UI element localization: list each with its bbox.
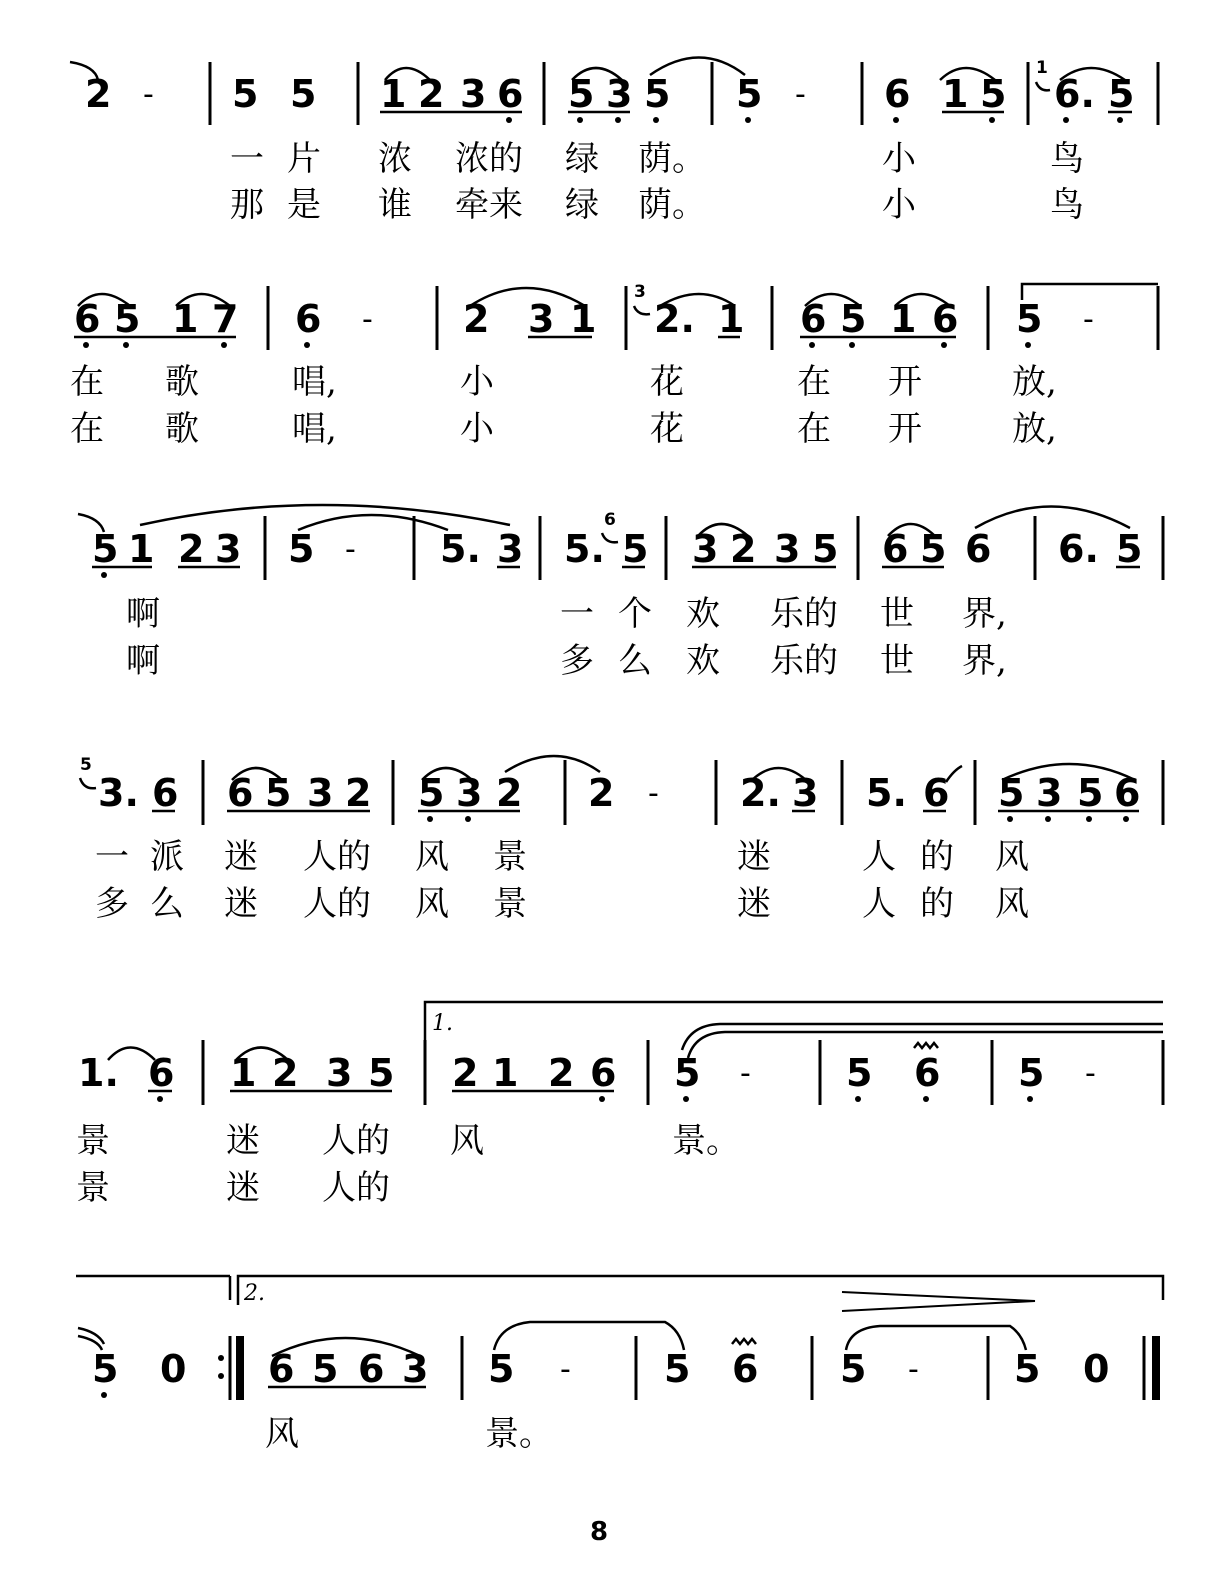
low-dot [465,816,471,822]
lyric: 啊 [126,594,160,634]
lyric: 谁 [378,185,412,225]
lyric: 开 [888,362,922,402]
lyric: 人的 [322,1121,390,1161]
lyric: 在 [797,362,831,402]
lyric: 迷 [737,837,771,877]
lyric: 迷 [226,1168,260,1208]
lyric: 风 [995,884,1029,924]
note: 6 [268,1347,295,1391]
lyrics-verse-1 [265,1414,553,1454]
low-dot [506,117,512,123]
lyric: 多 [560,641,594,681]
low-dot [941,342,947,348]
lyrics-verse-2 [76,1168,390,1208]
lyric: 荫。 [638,139,706,179]
lyrics-verse-2 [70,409,1057,449]
lyric: 荫。 [638,185,706,225]
low-dot [599,1096,605,1102]
note: 5 [674,1051,701,1095]
lyric: 唱, [292,362,337,402]
grace-note: 6 [604,510,616,530]
trill-icon [914,1043,938,1048]
low-dot [989,117,995,123]
lyric: 浓 [378,139,412,179]
note: 6 [914,1051,941,1095]
lyric: 片 [287,139,321,179]
lyric: 个 [618,594,652,634]
note: 3 [792,771,819,815]
note: 2 [588,771,615,815]
dash: - [143,77,154,112]
note: 2 [272,1051,299,1095]
grace-note: 3 [634,282,646,302]
note: 1 [890,297,917,341]
volta-label: 1. [432,1011,453,1036]
note: 6 [965,527,992,571]
row-6 [76,1276,1163,1454]
note: 5 [288,527,315,571]
note: 3 [692,527,719,571]
lyric: 多 [95,884,129,924]
lyric: 么 [150,884,184,924]
note: 1 [128,527,155,571]
row-2 [70,282,1158,449]
note: 5. [866,771,907,815]
note: 2 [463,297,490,341]
lyric: 小 [460,362,494,402]
page-number: 8 [590,1517,609,1547]
lyric: 浓的 [455,139,523,179]
low-dot [615,117,621,123]
lyric: 风 [415,837,449,877]
note: 6 [295,297,322,341]
decrescendo-hairpin [842,1292,1035,1311]
low-dot [1025,342,1031,348]
low-dot [1123,816,1129,822]
lyric: 景。 [672,1121,740,1161]
low-dot [653,117,659,123]
note: 0 [160,1347,187,1391]
low-dot [221,342,227,348]
note: 2 [452,1051,479,1095]
lyric: 欢 [686,594,720,634]
lyric: 景 [493,884,527,924]
lyric: 景 [493,837,527,877]
note: 1. [78,1051,119,1095]
note: 6 [148,1051,175,1095]
dash: - [362,302,373,337]
lyric: 开 [888,409,922,449]
lyrics-verse-2 [95,884,1029,924]
lyric: 花 [650,362,684,402]
note: 3 [215,527,242,571]
dash: - [1083,302,1094,337]
note: 5 [622,527,649,571]
note: 3 [402,1347,429,1391]
low-dot [849,342,855,348]
lyric: 世 [880,594,914,634]
note: 5 [265,771,292,815]
note: 5 [920,527,947,571]
dash: - [795,77,806,112]
grace-note: 1 [1036,58,1048,78]
note: 6 [227,771,254,815]
row-3 [78,505,1163,681]
volta-label: 2. [244,1281,265,1306]
row-1 [70,58,1158,226]
note: 3 [307,771,334,815]
row-5 [76,1002,1163,1208]
note: 5 [418,771,445,815]
lyric: 鸟 [1050,185,1084,225]
note: 3 [1036,771,1063,815]
dash: - [345,532,356,567]
lyric: 乐的 [770,594,838,634]
note: 5 [232,72,259,116]
dash: - [908,1352,919,1387]
low-dot [1117,117,1123,123]
lyric: 派 [150,837,184,877]
lyric: 绿 [565,185,599,225]
low-dot [577,117,583,123]
note: 3 [774,527,801,571]
lyric: 那 [230,185,264,225]
repeat-dot [218,1355,224,1361]
lyric: 么 [618,641,652,681]
lyric: 迷 [224,837,258,877]
note: 5 [840,297,867,341]
note: 5 [664,1347,691,1391]
note: 0 [1083,1347,1110,1391]
lyrics-verse-2 [126,641,1007,681]
note: 1 [230,1051,257,1095]
note: 5 [980,72,1007,116]
lyric: 鸟 [1050,139,1084,179]
lyric: 歌 [165,409,199,449]
grace-slur [80,778,96,788]
note: 5. [564,527,605,571]
note: 5 [1018,1051,1045,1095]
lyric: 界, [962,594,1007,634]
note: 6 [800,297,827,341]
lyric: 一 [560,594,594,634]
repeat-dot [218,1373,224,1379]
grace-slur [634,306,650,314]
note: 5 [92,1347,119,1391]
low-dot [157,1096,163,1102]
note: 3 [456,771,483,815]
lyric: 放, [1012,362,1057,402]
note: 5 [488,1347,515,1391]
low-dot [304,342,310,348]
lyric: 景 [76,1121,110,1161]
note: 5 [1016,297,1043,341]
lyric: 风 [415,884,449,924]
lyric: 一 [95,837,129,877]
note: 6. [1058,527,1099,571]
note: 3 [326,1051,353,1095]
dash: - [740,1056,751,1091]
dash: - [1085,1056,1096,1091]
lyric: 人的 [322,1168,390,1208]
tie-mark [298,515,448,530]
note: 5 [368,1051,395,1095]
note: 5 [1014,1347,1041,1391]
lyric: 花 [650,409,684,449]
row-4 [80,755,1163,924]
low-dot [923,1096,929,1102]
note: 6 [1114,771,1141,815]
lyric: 风 [450,1121,484,1161]
slur-mark [494,1322,684,1350]
note: 1 [942,72,969,116]
low-dot [683,1096,689,1102]
lyric: 迷 [224,884,258,924]
low-dot [809,342,815,348]
lyric: 歌 [165,362,199,402]
low-dot [1045,816,1051,822]
tie-mark [975,507,1130,529]
low-dot [1027,1096,1033,1102]
lyric: 风 [995,837,1029,877]
note: 6 [74,297,101,341]
lyric: 小 [882,139,916,179]
note: 5 [846,1051,873,1095]
low-dot [83,342,89,348]
note: 5 [840,1347,867,1391]
lyric: 牵来 [455,185,523,225]
tie-mark [505,756,600,772]
note: 5 [998,771,1025,815]
lyric: 人的 [303,884,371,924]
lyric: 的 [920,884,954,924]
lyric: 小 [460,409,494,449]
note: 6 [590,1051,617,1095]
low-dot [1007,816,1013,822]
note: 6 [923,771,950,815]
note: 6 [932,297,959,341]
lyric: 人 [862,884,896,924]
lyric: 迷 [737,884,771,924]
note: 2 [418,72,445,116]
note: 5 [92,527,119,571]
note: 5 [1116,527,1143,571]
low-dot [745,117,751,123]
lyric: 人的 [303,837,371,877]
note: 6 [497,72,524,116]
lyrics-verse-1 [95,837,1029,877]
lyric: 世 [880,641,914,681]
note: 6 [882,527,909,571]
grace-slur [1036,82,1050,90]
lyric: 景 [76,1168,110,1208]
note: 1 [718,297,745,341]
note: 2 [178,527,205,571]
low-dot [123,342,129,348]
note: 3 [528,297,555,341]
note: 6 [152,771,179,815]
lyric: 在 [70,409,104,449]
low-dot [427,816,433,822]
note: 2 [345,771,372,815]
note: 1 [570,297,597,341]
lyrics-verse-1 [76,1121,740,1161]
low-dot [101,572,107,578]
note: 5 [812,527,839,571]
low-dot [855,1096,861,1102]
lyric: 景。 [485,1414,553,1454]
note: 3 [460,72,487,116]
note: 5 [1077,771,1104,815]
note: 2. [654,297,695,341]
note: 5 [114,297,141,341]
note: 5 [1108,72,1135,116]
note: 7 [212,297,239,341]
lyric: 风 [265,1414,299,1454]
lyric: 是 [287,185,321,225]
grace-note: 5 [80,755,92,775]
note: 5 [644,72,671,116]
note: 6. [1054,72,1095,116]
lyric: 欢 [686,641,720,681]
lyric: 的 [920,837,954,877]
note: 1 [380,72,407,116]
note: 3. [98,771,139,815]
note: 6 [732,1347,759,1391]
low-dot [1086,816,1092,822]
lyric: 在 [797,409,831,449]
note: 2. [740,771,781,815]
note: 5. [440,527,481,571]
lyric: 啊 [126,641,160,681]
dash: - [560,1352,571,1387]
note: 2 [548,1051,575,1095]
lyrics-verse-1 [126,594,1007,634]
note: 5 [568,72,595,116]
note: 1 [492,1051,519,1095]
low-dot [893,117,899,123]
note: 5 [312,1347,339,1391]
lyric: 人 [862,837,896,877]
lyrics-verse-2 [230,185,1084,225]
lyric: 界, [962,641,1007,681]
dash: - [648,776,659,811]
lyric: 唱, [292,409,337,449]
lyric: 迷 [226,1121,260,1161]
note: 5 [290,72,317,116]
note: 6 [358,1347,385,1391]
note: 3 [497,527,524,571]
lyric: 绿 [565,139,599,179]
note: 2 [496,771,523,815]
note: 6 [884,72,911,116]
note: 1 [172,297,199,341]
lyric: 放, [1012,409,1057,449]
trill-icon [732,1339,756,1344]
slur-mark [846,1326,1026,1350]
note: 3 [606,72,633,116]
lyric: 乐的 [770,641,838,681]
lyric: 一 [230,139,264,179]
lyrics-verse-1 [70,362,1057,402]
note: 2 [85,72,112,116]
low-dot [1063,117,1069,123]
lyric: 在 [70,362,104,402]
note: 2 [730,527,757,571]
low-dot [101,1392,107,1398]
lyrics-verse-1 [230,139,1084,179]
lyric: 小 [882,185,916,225]
note: 5 [736,72,763,116]
